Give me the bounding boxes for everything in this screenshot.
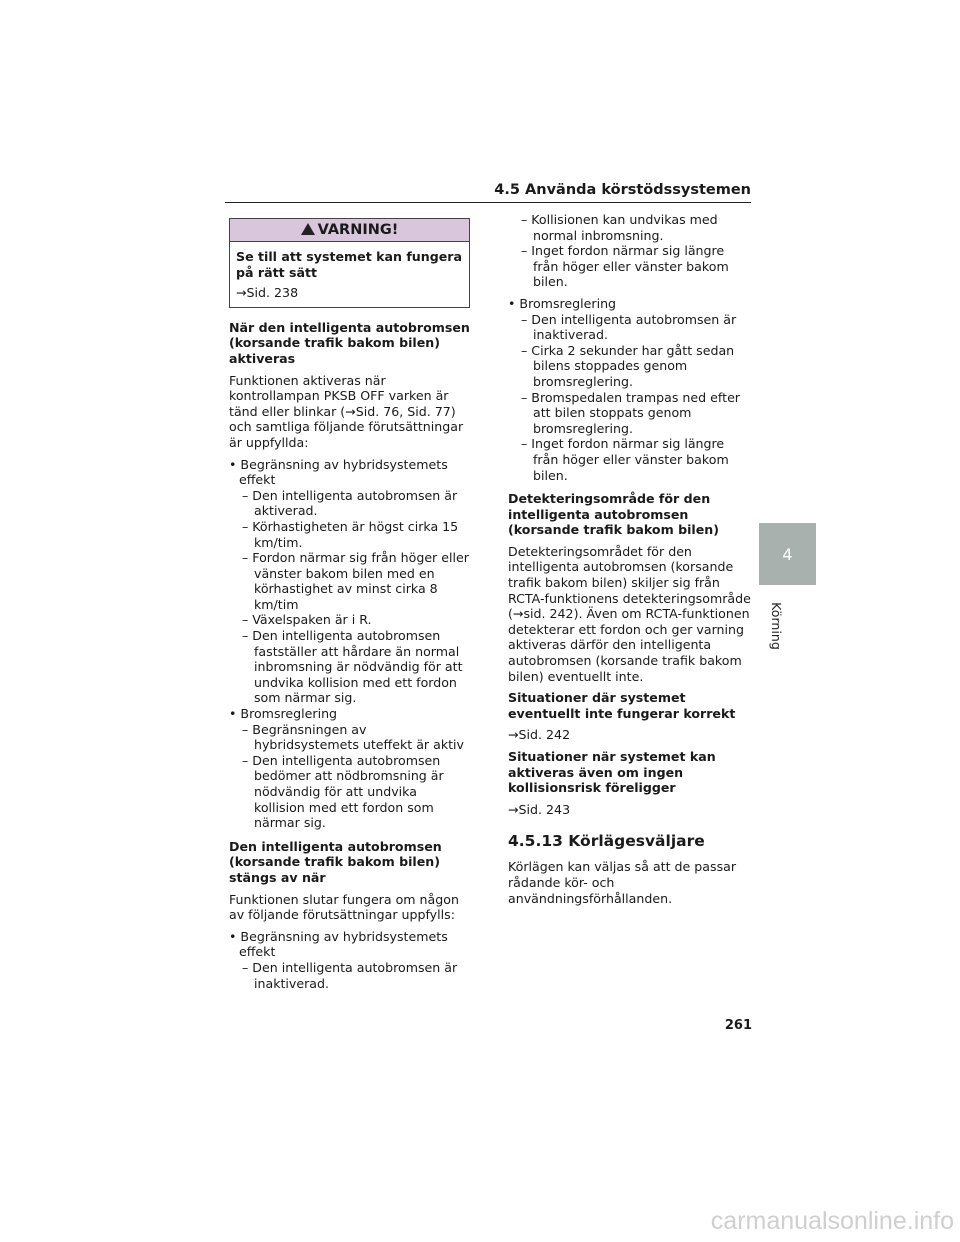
bullet-item: • Begränsning av hybridsystemets effekt: [229, 928, 448, 960]
dash-item: – Körhastigheten är högst cirka 15 km/tim.: [242, 518, 459, 550]
left-column: [229, 218, 471, 999]
warning-header: [230, 219, 469, 242]
section-title: 4.5.13 Körlägesväljare: [508, 832, 705, 851]
dash-item: – Kollisionen kan undvikas med normal inbromsning.: [521, 212, 718, 243]
heading-activation: När den intelligenta autobromsen (korsande trafik bakom bilen) aktiveras: [229, 319, 470, 366]
warning-body: [230, 242, 469, 307]
heading-not-working: Situationer där systemet eventuellt inte fungerar korrekt: [508, 690, 736, 721]
bullet-item: • Bromsreglering: [508, 295, 617, 311]
dash-item: – Växelspaken är i R.: [242, 612, 372, 628]
dash-item: – Den intelligenta autobromsen är inaktiverad.: [521, 311, 737, 343]
list-deactivation-continued: [508, 212, 752, 483]
warning-subtitle: Se till att systemet kan fungera på rätt sätt: [236, 249, 463, 280]
warning-icon: [301, 223, 315, 235]
chapter-tab: 4: [759, 523, 816, 585]
dash-item: – Cirka 2 sekunder har gått sedan bilens stoppades genom bromsreglering.: [521, 342, 735, 389]
paragraph-deactivation: Funktionen slutar fungera om någon av följande förutsättningar uppfylls:: [229, 891, 459, 923]
dash-item: – Begränsningen av hybridsystemets uteffekt är aktiv: [242, 721, 465, 753]
dash-item: – Inget fordon närmar sig längre från höger eller vänster bakom bilen.: [521, 436, 729, 483]
ref-not-working: →Sid. 242: [508, 727, 571, 743]
paragraph-detection-area: Detekteringsområdet för den intelligenta autobromsen (korsande trafik bakom bilen) skiljer sig från RCTA-funktionens detekteringsområde (→sid. 242). Även om RCTA-funktionen detekterar ett fordon och ger varning aktiveras därför den intelligenta autobromsen (korsande trafik bakom bilen) eventuellt inte.: [508, 543, 751, 684]
chapter-tab-label: Körning: [769, 602, 784, 650]
dash-item: – Den intelligenta autobromsen är aktiverad.: [242, 487, 458, 519]
bullet-item: • Begränsning av hybridsystemets effekt: [229, 456, 448, 488]
paragraph-activation: Funktionen aktiveras när kontrollampan PKSB OFF varken är tänd eller blinkar (→Sid. 76, Sid. 77) och samtliga följande förutsättningar är uppfyllda:: [229, 372, 464, 450]
heading-deactivation: Den intelligenta autobromsen (korsande trafik bakom bilen) stängs av när: [229, 838, 442, 885]
list-deactivation: [229, 929, 471, 991]
warning-ref: →Sid. 238: [236, 285, 299, 301]
bullet-item: • Bromsreglering: [229, 706, 338, 722]
dash-item: – Den intelligenta autobromsen bedömer att nödbromsning är nödvändig för att undvika kollision med ett fordon som närmar sig.: [242, 752, 444, 831]
dash-item: – Inget fordon närmar sig längre från höger eller vänster bakom bilen.: [521, 243, 729, 290]
page-number: 261: [724, 1018, 752, 1033]
heading-false-activation: Situationer när systemet kan aktiveras även om ingen kollisionsrisk föreligger: [508, 749, 716, 796]
paragraph-drive-mode: Körlägen kan väljas så att de passar rådande kör- och användningsförhållanden.: [508, 859, 737, 906]
watermark: carmanualsonline.info: [710, 1207, 954, 1235]
chapter-header: 4.5 Använda körstödssystemen: [225, 180, 751, 203]
dash-item: – Den intelligenta autobromsen är inaktiverad.: [242, 959, 458, 991]
list-activation: [229, 457, 471, 831]
warning-box: [229, 218, 470, 308]
right-column: [508, 212, 752, 912]
dash-item: – Bromspedalen trampas ned efter att bilen stoppats genom bromsreglering.: [521, 389, 740, 436]
ref-false-activation: →Sid. 243: [508, 801, 571, 817]
heading-detection-area: Detekteringsområde för den intelligenta autobromsen (korsande trafik bakom bilen): [508, 491, 720, 538]
dash-item: – Den intelligenta autobromsen fastställer att hårdare än normal inbromsning är nödvändig för att undvika kollision med ett fordon som närmar sig.: [242, 628, 463, 706]
warning-label: VARNING!: [317, 222, 399, 238]
dash-item: – Fordon närmar sig från höger eller vänster bakom bilen med en körhastighet av minst cirka 8 km/tim: [242, 550, 469, 612]
